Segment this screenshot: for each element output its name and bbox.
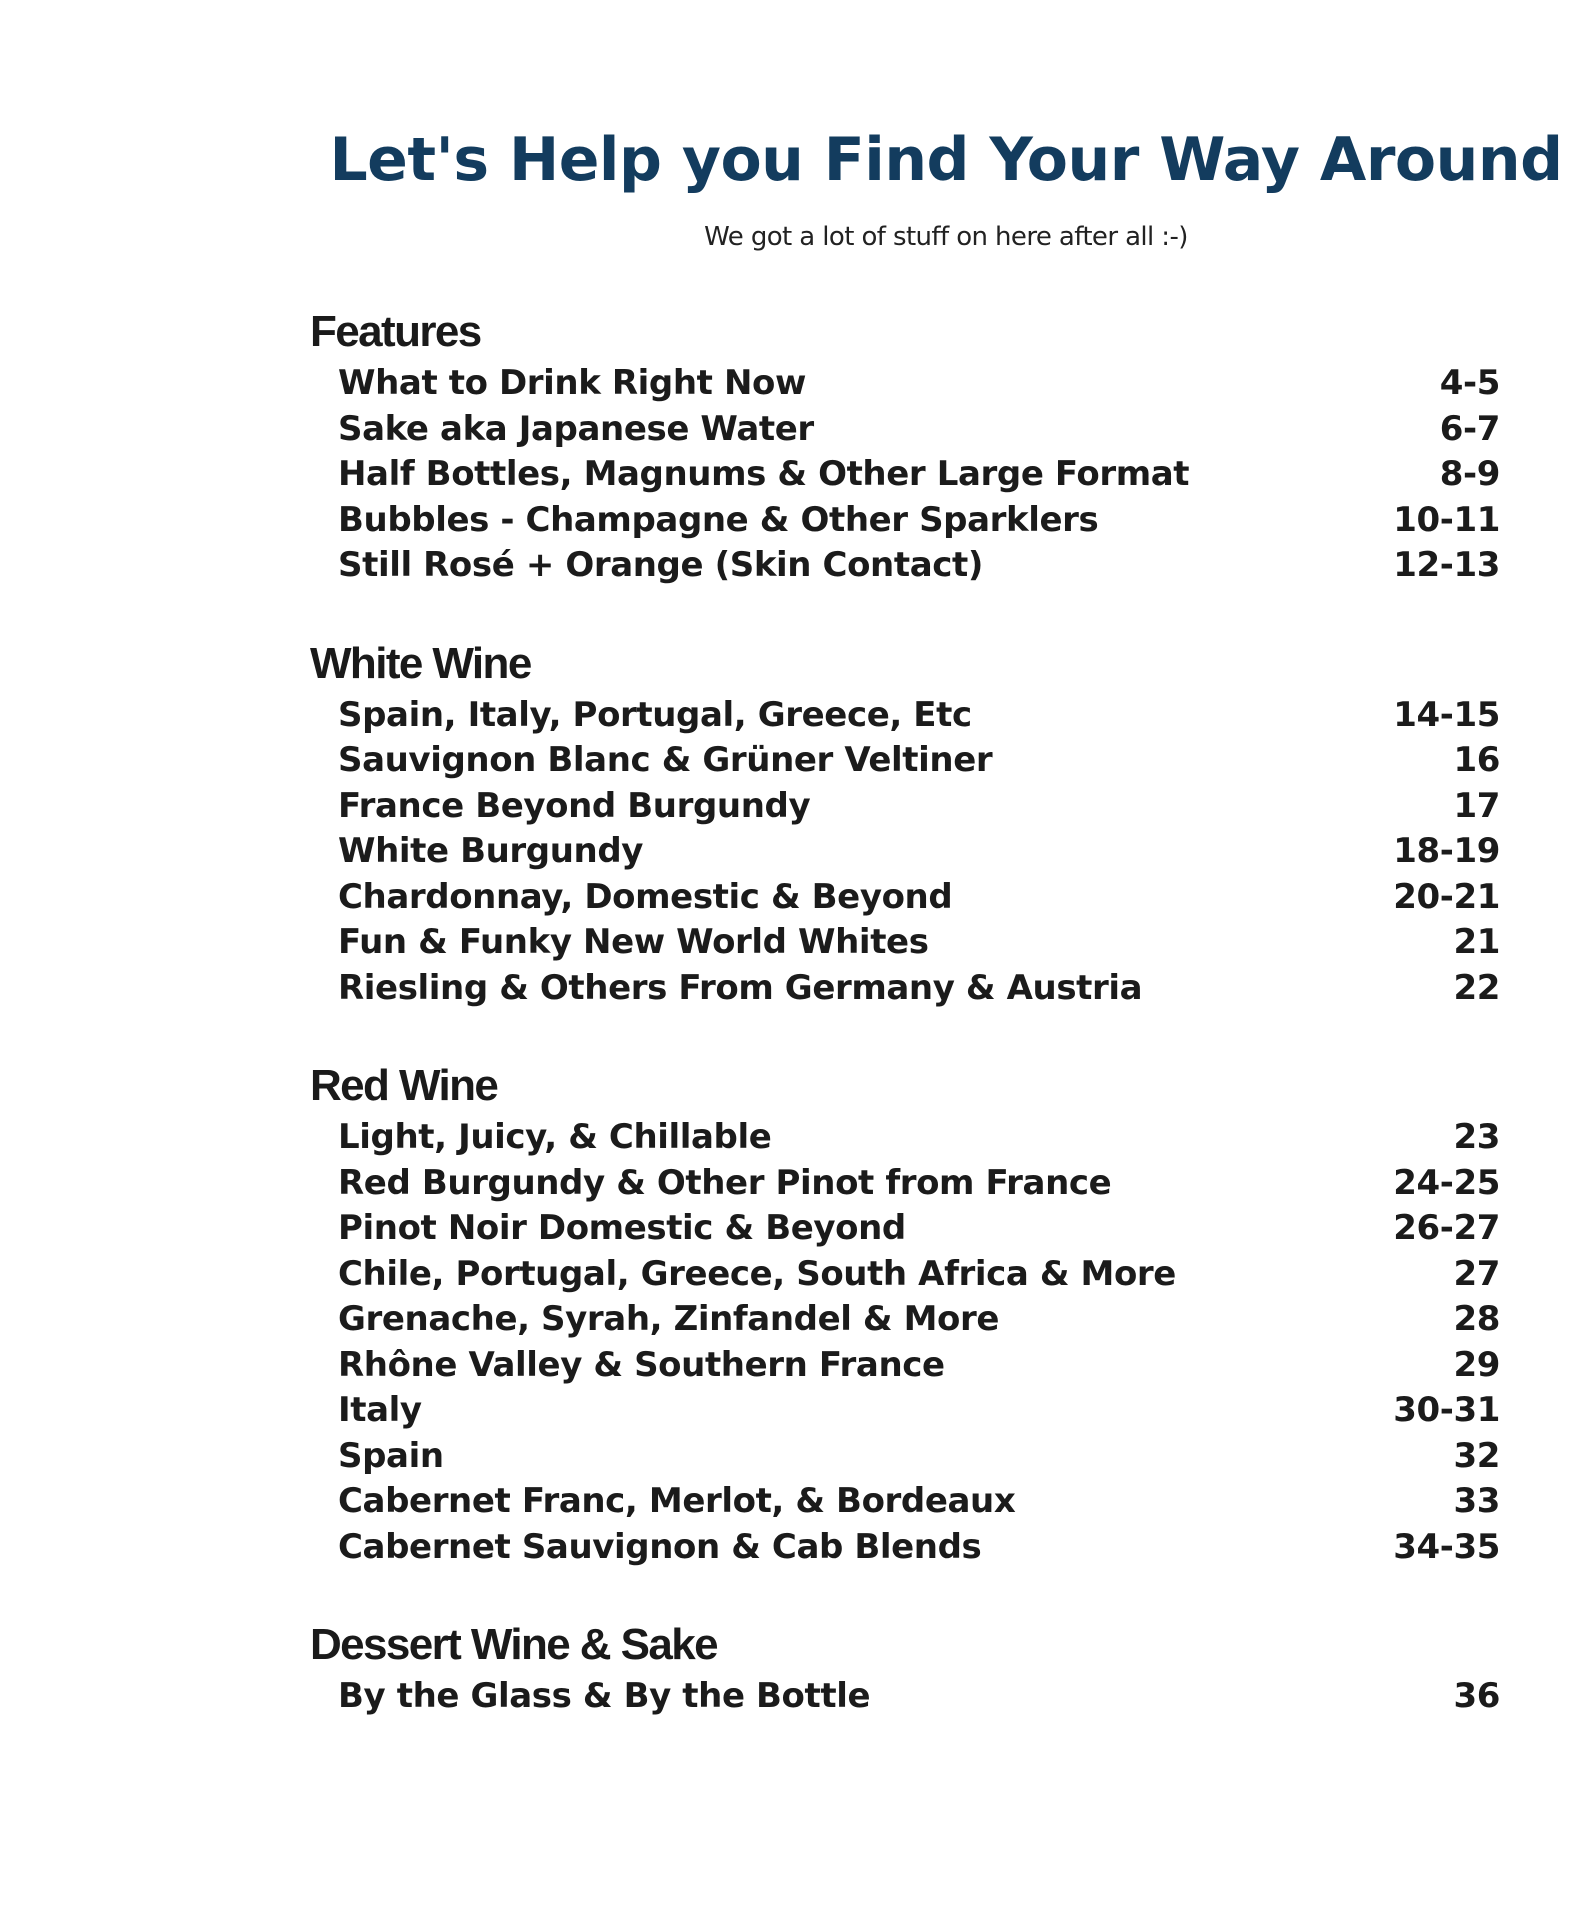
entry-pages: 17	[1453, 785, 1500, 826]
toc-entry	[310, 875, 1500, 921]
entry-label: Chile, Portugal, Greece, South Africa & More	[338, 1253, 1176, 1294]
page-title: Let's Help you Find Your Way Around	[329, 125, 1563, 195]
entry-pages: 30-31	[1393, 1390, 1500, 1430]
entry-label: Bubbles - Champagne & Other Sparklers	[338, 499, 1099, 540]
entry-label: Chardonnay, Domestic & Beyond	[338, 876, 953, 917]
entry-label: Spain	[338, 1435, 444, 1476]
entry-pages: 4-5	[1439, 363, 1500, 403]
section-heading: Features	[310, 307, 481, 356]
entry-label: France Beyond Burgundy	[338, 785, 811, 826]
toc-entry	[310, 1525, 1500, 1571]
entry-label: Sauvignon Blanc & Grüner Veltiner	[338, 740, 993, 780]
toc-entry	[310, 543, 1500, 589]
entry-pages: 20-21	[1393, 876, 1500, 917]
entry-label: Fun & Funky New World Whites	[338, 922, 929, 962]
toc-entry	[310, 1252, 1500, 1298]
toc-entry	[310, 693, 1500, 739]
toc-entry	[310, 1297, 1500, 1343]
entry-pages: 10-11	[1393, 499, 1500, 540]
toc-entry	[310, 452, 1500, 498]
toc-entry	[310, 407, 1500, 453]
toc-entry	[310, 784, 1500, 830]
entry-pages: 21	[1453, 922, 1500, 962]
toc-list	[310, 305, 1500, 1768]
entry-pages: 14-15	[1393, 694, 1500, 735]
entry-pages: 16	[1453, 740, 1500, 780]
entry-pages: 12-13	[1393, 545, 1500, 585]
toc-entry	[310, 1674, 1500, 1720]
toc-entry	[310, 1161, 1500, 1207]
toc-entry	[310, 738, 1500, 784]
toc-entry	[310, 1115, 1500, 1161]
entry-label: Still Rosé + Orange (Skin Contact)	[338, 545, 983, 585]
entry-label: Rhône Valley & Southern France	[338, 1344, 945, 1385]
toc-section-features	[310, 305, 1500, 589]
entry-pages: 34-35	[1393, 1526, 1500, 1567]
entry-pages: 32	[1453, 1435, 1500, 1476]
toc-section-red-wine	[310, 1059, 1500, 1570]
page-subtitle: We got a lot of stuff on here after all :-)	[704, 222, 1188, 252]
section-heading: Red Wine	[310, 1061, 498, 1110]
toc-section-white-wine	[310, 637, 1500, 1012]
entry-pages: 27	[1453, 1253, 1500, 1294]
entry-pages: 24-25	[1393, 1162, 1500, 1203]
entry-pages: 22	[1453, 967, 1500, 1008]
toc-section-dessert-wine-sake	[310, 1618, 1500, 1720]
entry-label: Cabernet Sauvignon & Cab Blends	[338, 1526, 982, 1567]
entry-label: Spain, Italy, Portugal, Greece, Etc	[338, 694, 972, 735]
entry-label: Sake aka Japanese Water	[338, 408, 814, 449]
entry-pages: 26-27	[1393, 1208, 1500, 1248]
toc-entry	[310, 1206, 1500, 1252]
toc-entry	[310, 920, 1500, 966]
entry-label: Pinot Noir Domestic & Beyond	[338, 1208, 906, 1248]
entry-pages: 18-19	[1393, 831, 1500, 871]
entry-label: What to Drink Right Now	[338, 363, 806, 403]
toc-entry	[310, 1343, 1500, 1389]
entry-pages: 36	[1453, 1676, 1500, 1716]
entry-pages: 6-7	[1439, 408, 1500, 449]
entry-label: Grenache, Syrah, Zinfandel & More	[338, 1299, 1000, 1339]
toc-entry	[310, 498, 1500, 544]
entry-pages: 8-9	[1439, 454, 1500, 494]
entry-pages: 29	[1453, 1344, 1500, 1385]
entry-label: Light, Juicy, & Chillable	[338, 1117, 772, 1157]
entry-label: White Burgundy	[338, 831, 644, 871]
toc-entry	[310, 966, 1500, 1012]
section-heading: White Wine	[310, 638, 531, 688]
section-heading: Dessert Wine & Sake	[310, 1620, 717, 1669]
entry-label: Riesling & Others From Germany & Austria	[338, 967, 1143, 1008]
entry-pages: 33	[1453, 1481, 1500, 1521]
entry-label: Cabernet Franc, Merlot, & Bordeaux	[338, 1481, 1016, 1521]
toc-entry	[310, 1434, 1500, 1480]
entry-pages: 28	[1453, 1299, 1500, 1339]
entry-label: Red Burgundy & Other Pinot from France	[338, 1162, 1112, 1203]
entry-pages: 23	[1453, 1117, 1500, 1157]
toc-entry	[310, 1388, 1500, 1434]
toc-entry	[310, 361, 1500, 407]
entry-label: By the Glass & By the Bottle	[338, 1676, 871, 1716]
entry-label: Italy	[338, 1390, 422, 1430]
entry-label: Half Bottles, Magnums & Other Large Format	[338, 454, 1190, 494]
toc-entry	[310, 1479, 1500, 1525]
toc-entry	[310, 829, 1500, 875]
